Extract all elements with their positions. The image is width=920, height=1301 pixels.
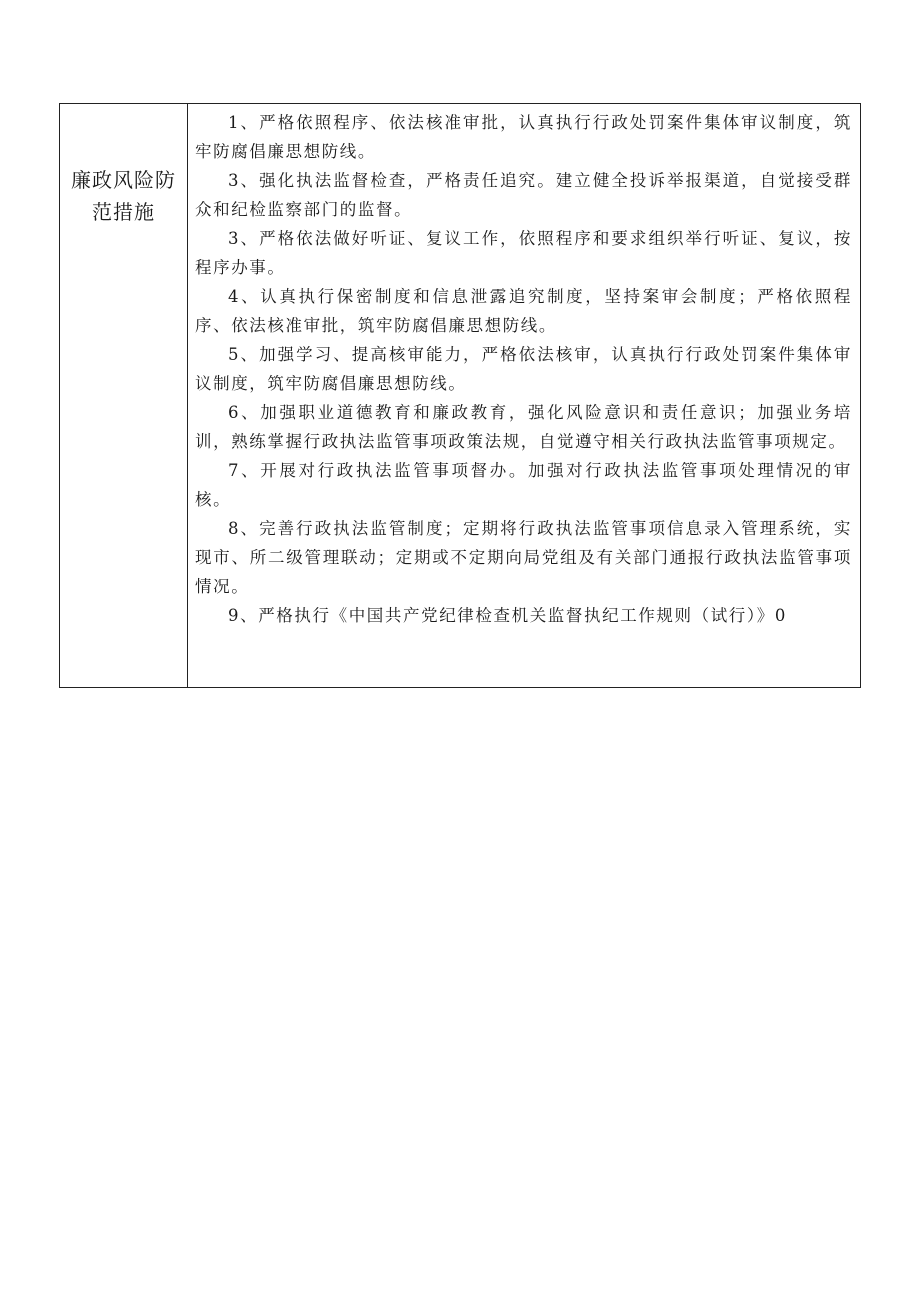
measure-item-7: 7、开展对行政执法监管事项督办。加强对行政执法监管事项处理情况的审核。: [195, 461, 852, 509]
measure-item-1: 1、严格依照程序、依法核准审批，认真执行行政处罚案件集体审议制度，筑牢防腐倡廉思想防线。: [195, 113, 852, 161]
measure-item-4: 4、认真执行保密制度和信息泄露追究制度，坚持案审会制度；严格依照程序、依法核准审批，筑牢防腐倡廉思想防线。: [195, 287, 852, 335]
measure-item-8: 8、完善行政执法监管制度；定期将行政执法监管事项信息录入管理系统，实现市、所二级管理联动；定期或不定期向局党组及有关部门通报行政执法监管事项情况。: [195, 519, 852, 596]
measure-item-3: 3、严格依法做好听证、复议工作，依照程序和要求组织举行听证、复议，按程序办事。: [195, 229, 852, 277]
measure-item-6: 6、加强职业道德教育和廉政教育，强化风险意识和责任意识；加强业务培训，熟练掌握行政执法监管事项政策法规，自觉遵守相关行政执法监管事项规定。: [195, 403, 852, 451]
label-line-2: 范措施: [92, 200, 155, 224]
content-cell: [188, 104, 860, 687]
measures-table: [59, 103, 861, 688]
label-line-1: 廉政风险防: [71, 168, 176, 192]
measure-item-2: 3、强化执法监督检查，严格责任追究。建立健全投诉举报渠道，自觉接受群众和纪检监察部门的监督。: [195, 171, 852, 219]
measure-item-5: 5、加强学习、提高核审能力，严格依法核审，认真执行行政处罚案件集体审议制度，筑牢防腐倡廉思想防线。: [195, 345, 852, 393]
label-cell: [60, 104, 188, 687]
measure-item-9: 9、严格执行《中国共产党纪律检查机关监督执纪工作规则（试行）》0: [228, 606, 787, 625]
